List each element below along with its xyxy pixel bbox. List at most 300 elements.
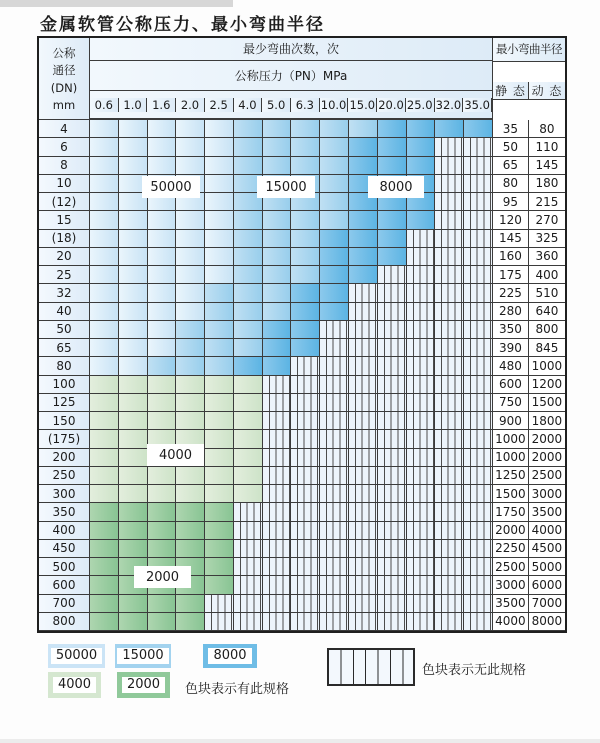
- cycles-4000-cell: [119, 485, 148, 503]
- header-dn-line: 公称: [52, 46, 76, 60]
- dynamic-radius-cell: 1500: [529, 394, 565, 412]
- cycles-4000-cell: [148, 412, 177, 430]
- cycles-15000-cell: [234, 284, 263, 302]
- cycles-15000-cell: [291, 211, 320, 229]
- table-row: [39, 485, 565, 503]
- no-spec-hatched-cell: [234, 540, 263, 558]
- cycles-8000-cell: [349, 211, 378, 229]
- cycles-15000-cell: [291, 230, 320, 248]
- cycles-4000-cell: [90, 412, 119, 430]
- dn-cell: 40: [39, 303, 90, 321]
- no-spec-hatched-cell: [263, 485, 292, 503]
- no-spec-hatched-cell: [464, 449, 493, 467]
- dn-cell: 10: [39, 175, 90, 193]
- static-radius-cell: 1250: [493, 467, 529, 485]
- no-spec-hatched-cell: [435, 230, 464, 248]
- no-spec-hatched-cell: [320, 467, 349, 485]
- no-spec-hatched-cell: [378, 613, 407, 631]
- no-spec-hatched-cell: [320, 576, 349, 594]
- cycles-2000-cell: [176, 595, 205, 613]
- static-radius-cell: 80: [493, 175, 529, 193]
- dn-cell: 125: [39, 394, 90, 412]
- cycles-4000-cell: [119, 394, 148, 412]
- cycles-4000-cell: [205, 430, 234, 448]
- no-spec-hatched-cell: [378, 321, 407, 339]
- no-spec-hatched-cell: [464, 321, 493, 339]
- no-spec-hatched-cell: [464, 485, 493, 503]
- cycles-2000-cell: [90, 613, 119, 631]
- dn-cell: 6: [39, 138, 90, 156]
- table-row: [39, 211, 565, 229]
- cycles-4000-cell: [205, 376, 234, 394]
- cycles-15000-cell: [234, 230, 263, 248]
- no-spec-hatched-cell: [263, 522, 292, 540]
- cycles-15000-cell: [176, 339, 205, 357]
- dn-cell: 25: [39, 266, 90, 284]
- no-spec-hatched-cell: [263, 467, 292, 485]
- spec-table: [37, 36, 567, 633]
- table-row: [39, 595, 565, 613]
- no-spec-hatched-cell: [464, 522, 493, 540]
- dynamic-radius-cell: 215: [529, 193, 565, 211]
- table-row: [39, 449, 565, 467]
- cycles-2000-cell: [205, 522, 234, 540]
- cycles-4000-cell: [119, 376, 148, 394]
- no-spec-hatched-cell: [407, 540, 436, 558]
- cycles-8000-cell: [320, 230, 349, 248]
- cycles-8000-cell: [320, 248, 349, 266]
- no-spec-hatched-cell: [378, 522, 407, 540]
- cycles-15000-cell: [320, 175, 349, 193]
- no-spec-hatched-cell: [435, 138, 464, 156]
- cycles-4000-cell: [234, 467, 263, 485]
- cycles-8000-cell: [378, 138, 407, 156]
- cycles-2000-cell: [90, 540, 119, 558]
- no-spec-hatched-cell: [407, 248, 436, 266]
- table-row: [39, 120, 565, 138]
- cycles-15000-cell: [234, 339, 263, 357]
- no-spec-hatched-cell: [234, 595, 263, 613]
- cycles-2000-cell: [205, 558, 234, 576]
- cycles-2000-cell: [205, 576, 234, 594]
- cycles-50000-cell: [148, 120, 177, 138]
- cycles-50000-cell: [205, 211, 234, 229]
- cycles-15000-cell: [291, 248, 320, 266]
- no-spec-hatched-cell: [435, 576, 464, 594]
- dn-cell: 50: [39, 321, 90, 339]
- cycles-8000-cell: [320, 284, 349, 302]
- cycles-4000-cell: [119, 449, 148, 467]
- cycles-4000-cell: [205, 394, 234, 412]
- cycles-2000-cell: [90, 558, 119, 576]
- table-row: [39, 467, 565, 485]
- cycles-50000-cell: [119, 157, 148, 175]
- no-spec-hatched-cell: [378, 357, 407, 375]
- no-spec-hatched-cell: [464, 138, 493, 156]
- no-spec-hatched-cell: [407, 303, 436, 321]
- no-spec-hatched-cell: [407, 284, 436, 302]
- no-spec-hatched-cell: [320, 357, 349, 375]
- cycles-15000-cell: [205, 321, 234, 339]
- no-spec-hatched-cell: [320, 485, 349, 503]
- cycles-2000-cell: [176, 540, 205, 558]
- cycles-15000-cell: [234, 138, 263, 156]
- dn-cell: 32: [39, 284, 90, 302]
- no-spec-hatched-cell: [378, 503, 407, 521]
- no-spec-hatched-cell: [464, 430, 493, 448]
- cycles-50000-cell: [90, 248, 119, 266]
- no-spec-hatched-cell: [234, 576, 263, 594]
- cycles-2000-cell: [148, 503, 177, 521]
- cycles-2000-cell: [205, 503, 234, 521]
- no-spec-hatched-cell: [407, 430, 436, 448]
- no-spec-hatched-cell: [435, 339, 464, 357]
- static-radius-cell: 120: [493, 211, 529, 229]
- cycles-50000-cell: [176, 230, 205, 248]
- no-spec-hatched-cell: [291, 503, 320, 521]
- header-radius: [493, 38, 565, 120]
- no-spec-hatched-cell: [435, 412, 464, 430]
- no-spec-hatched-cell: [291, 467, 320, 485]
- cycles-50000-cell: [90, 303, 119, 321]
- cycles-50000-cell: [90, 193, 119, 211]
- dynamic-radius-cell: 3000: [529, 485, 565, 503]
- cycles-15000-cell: [320, 193, 349, 211]
- cycles-4000-cell: [205, 485, 234, 503]
- cycles-15000-cell: [320, 138, 349, 156]
- table-row: [39, 230, 565, 248]
- no-spec-hatched-cell: [320, 558, 349, 576]
- no-spec-hatched-cell: [435, 266, 464, 284]
- header-dn-column: [39, 38, 90, 120]
- dynamic-radius-cell: 325: [529, 230, 565, 248]
- cycles-15000-cell: [205, 339, 234, 357]
- no-spec-hatched-cell: [407, 449, 436, 467]
- cycles-8000-cell: [407, 120, 436, 138]
- cycles-8000-cell: [349, 266, 378, 284]
- no-spec-hatched-cell: [349, 376, 378, 394]
- cycles-50000-cell: [205, 138, 234, 156]
- cycles-50000-cell: [90, 138, 119, 156]
- no-spec-hatched-cell: [407, 394, 436, 412]
- cycles-2000-cell: [176, 503, 205, 521]
- no-spec-hatched-cell: [464, 540, 493, 558]
- no-spec-hatched-cell: [464, 284, 493, 302]
- cycles-50000-cell: [148, 211, 177, 229]
- no-spec-hatched-cell: [320, 339, 349, 357]
- table-row: [39, 412, 565, 430]
- dn-cell: 300: [39, 485, 90, 503]
- cycles-8000-cell: [320, 266, 349, 284]
- no-spec-hatched-cell: [234, 503, 263, 521]
- pressure-header-cell: 32.0: [435, 98, 464, 112]
- cycles-15000-cell: [263, 138, 292, 156]
- dynamic-radius-cell: 2000: [529, 449, 565, 467]
- cycles-15000-cell: [176, 321, 205, 339]
- cycles-15000-cell: [263, 248, 292, 266]
- cycles-8000-cell: [291, 321, 320, 339]
- cycles-50000-cell: [205, 157, 234, 175]
- no-spec-hatched-cell: [464, 595, 493, 613]
- no-spec-hatched-cell: [291, 394, 320, 412]
- table-row: [39, 613, 565, 631]
- no-spec-hatched-cell: [349, 412, 378, 430]
- cycles-15000-cell: [205, 284, 234, 302]
- cycles-4000-cell: [90, 376, 119, 394]
- no-spec-hatched-cell: [378, 430, 407, 448]
- cycles-8000-cell: [291, 303, 320, 321]
- header-min-radius: 最小弯曲半径: [493, 38, 565, 62]
- legend-swatch-label: 8000: [208, 648, 251, 664]
- static-radius-cell: 390: [493, 339, 529, 357]
- top-gray-strip: [0, 0, 233, 7]
- table-row: [39, 321, 565, 339]
- cycles-4000-cell: [90, 449, 119, 467]
- cycles-15000-cell: [320, 120, 349, 138]
- cycles-15000-cell: [291, 120, 320, 138]
- no-spec-hatched-cell: [263, 595, 292, 613]
- cycles-15000-cell: [234, 303, 263, 321]
- no-spec-hatched-cell: [291, 540, 320, 558]
- cycles-50000-cell: [119, 230, 148, 248]
- cycles-50000-cell: [119, 303, 148, 321]
- no-spec-hatched-cell: [291, 522, 320, 540]
- cycles-15000-cell: [234, 321, 263, 339]
- static-radius-cell: 1500: [493, 485, 529, 503]
- no-spec-hatched-cell: [320, 540, 349, 558]
- no-spec-hatched-cell: [205, 595, 234, 613]
- no-spec-hatched-cell: [378, 284, 407, 302]
- no-spec-hatched-cell: [435, 175, 464, 193]
- header-dynamic: 动 态: [529, 82, 565, 100]
- no-spec-hatched-cell: [407, 412, 436, 430]
- cycles-4000-cell: [234, 449, 263, 467]
- cycles-50000-cell: [119, 211, 148, 229]
- static-radius-cell: 2250: [493, 540, 529, 558]
- no-spec-hatched-cell: [464, 613, 493, 631]
- dynamic-radius-cell: 8000: [529, 613, 565, 631]
- dn-cell: 8: [39, 157, 90, 175]
- cycles-8000-cell: [407, 211, 436, 229]
- cycles-8000-cell: [320, 303, 349, 321]
- no-spec-hatched-cell: [349, 558, 378, 576]
- table-row: [39, 303, 565, 321]
- legend-swatch-8000: [203, 644, 257, 668]
- cycles-8000-cell: [349, 157, 378, 175]
- dn-cell: (175): [39, 430, 90, 448]
- static-radius-cell: 95: [493, 193, 529, 211]
- dn-cell: 600: [39, 576, 90, 594]
- static-radius-cell: 600: [493, 376, 529, 394]
- no-spec-hatched-cell: [407, 613, 436, 631]
- no-spec-hatched-cell: [349, 321, 378, 339]
- table-header: [39, 38, 565, 120]
- static-radius-cell: 900: [493, 412, 529, 430]
- cycles-8000-cell: [263, 357, 292, 375]
- legend-no-spec-text: 色块表示无此规格: [422, 663, 527, 678]
- cycles-15000-cell: [291, 266, 320, 284]
- pressure-header-cell: 2.5: [205, 98, 234, 112]
- no-spec-hatched-cell: [407, 266, 436, 284]
- table-row: [39, 138, 565, 156]
- cycles-15000-cell: [176, 357, 205, 375]
- pressure-header-cell: 35.0: [463, 98, 492, 112]
- legend-swatch-15000: [115, 644, 171, 668]
- no-spec-hatched-cell: [435, 613, 464, 631]
- no-spec-hatched-cell: [407, 357, 436, 375]
- no-spec-hatched-cell: [378, 576, 407, 594]
- no-spec-hatched-cell: [464, 558, 493, 576]
- cycles-50000-cell: [119, 339, 148, 357]
- table-row: [39, 503, 565, 521]
- no-spec-hatched-cell: [407, 576, 436, 594]
- no-spec-hatched-cell: [349, 613, 378, 631]
- no-spec-hatched-cell: [291, 576, 320, 594]
- cycles-2000-cell: [119, 540, 148, 558]
- cycles-50000-cell: [148, 303, 177, 321]
- no-spec-hatched-cell: [349, 449, 378, 467]
- cycles-15000-cell: [320, 157, 349, 175]
- no-spec-hatched-cell: [464, 394, 493, 412]
- no-spec-hatched-cell: [435, 467, 464, 485]
- legend-hatch-box: [327, 648, 415, 686]
- dynamic-radius-cell: 845: [529, 339, 565, 357]
- no-spec-hatched-cell: [263, 394, 292, 412]
- dn-cell: 700: [39, 595, 90, 613]
- no-spec-hatched-cell: [291, 412, 320, 430]
- table-row: [39, 357, 565, 375]
- no-spec-hatched-cell: [378, 485, 407, 503]
- cycles-15000-cell: [263, 303, 292, 321]
- cycles-15000-cell: [263, 230, 292, 248]
- cycles-2000-cell: [119, 613, 148, 631]
- cycles-4000-cell: [148, 394, 177, 412]
- cycles-2000-cell: [148, 595, 177, 613]
- no-spec-hatched-cell: [464, 193, 493, 211]
- cycles-50000-cell: [119, 248, 148, 266]
- cycles-2000-cell: [90, 576, 119, 594]
- no-spec-hatched-cell: [464, 266, 493, 284]
- dn-cell: 450: [39, 540, 90, 558]
- no-spec-hatched-cell: [407, 503, 436, 521]
- cycles-4000-cell: [90, 394, 119, 412]
- cycles-4000-cell: [119, 467, 148, 485]
- cycles-4000-cell: [148, 467, 177, 485]
- dn-cell: 800: [39, 613, 90, 631]
- cycles-8000-cell: [291, 284, 320, 302]
- cycles-4000-cell: [205, 467, 234, 485]
- static-radius-cell: 350: [493, 321, 529, 339]
- no-spec-hatched-cell: [349, 576, 378, 594]
- cycles-15000-cell: [234, 157, 263, 175]
- table-row: [39, 248, 565, 266]
- no-spec-hatched-cell: [407, 230, 436, 248]
- static-radius-cell: 65: [493, 157, 529, 175]
- cycles-15000-cell: [148, 357, 177, 375]
- no-spec-hatched-cell: [349, 303, 378, 321]
- no-spec-hatched-cell: [378, 412, 407, 430]
- dynamic-radius-cell: 180: [529, 175, 565, 193]
- cycles-50000-cell: [176, 284, 205, 302]
- dn-cell: 400: [39, 522, 90, 540]
- table-row: [39, 284, 565, 302]
- no-spec-hatched-cell: [435, 193, 464, 211]
- no-spec-hatched-cell: [464, 357, 493, 375]
- no-spec-hatched-cell: [464, 503, 493, 521]
- cycles-2000-cell: [119, 522, 148, 540]
- pressure-header-cell: 4.0: [234, 98, 263, 112]
- cycles-4000-cell: [119, 412, 148, 430]
- dynamic-radius-cell: 1800: [529, 412, 565, 430]
- no-spec-hatched-cell: [320, 503, 349, 521]
- legend-swatch-50000: [48, 644, 105, 668]
- cycles-15000-cell: [320, 211, 349, 229]
- header-pressure-values: [90, 91, 492, 119]
- no-spec-hatched-cell: [320, 449, 349, 467]
- no-spec-hatched-cell: [349, 503, 378, 521]
- no-spec-hatched-cell: [464, 412, 493, 430]
- cycles-50000-cell: [205, 266, 234, 284]
- no-spec-hatched-cell: [407, 321, 436, 339]
- static-radius-cell: 35: [493, 120, 529, 138]
- static-radius-cell: 750: [493, 394, 529, 412]
- cycles-8000-cell: [349, 248, 378, 266]
- table-row: [39, 266, 565, 284]
- no-spec-hatched-cell: [320, 321, 349, 339]
- pressure-header-cell: 15.0: [348, 98, 377, 112]
- table-row: [39, 376, 565, 394]
- no-spec-hatched-cell: [407, 595, 436, 613]
- static-radius-cell: 1000: [493, 430, 529, 448]
- no-spec-hatched-cell: [291, 430, 320, 448]
- no-spec-hatched-cell: [407, 376, 436, 394]
- cycles-4000-cell: [176, 467, 205, 485]
- cycles-50000-cell: [176, 211, 205, 229]
- cycles-50000-cell: [119, 266, 148, 284]
- cycles-50000-cell: [90, 339, 119, 357]
- cycles-8000-cell: [378, 211, 407, 229]
- no-spec-hatched-cell: [320, 394, 349, 412]
- zone-label-15000: 15000: [257, 176, 315, 198]
- no-spec-hatched-cell: [435, 376, 464, 394]
- cycles-50000-cell: [176, 157, 205, 175]
- static-radius-cell: 280: [493, 303, 529, 321]
- table-row: [39, 394, 565, 412]
- pressure-header-cell: 5.0: [262, 98, 291, 112]
- no-spec-hatched-cell: [435, 595, 464, 613]
- no-spec-hatched-cell: [234, 613, 263, 631]
- dynamic-radius-cell: 800: [529, 321, 565, 339]
- static-radius-cell: 1750: [493, 503, 529, 521]
- dynamic-radius-cell: 6000: [529, 576, 565, 594]
- static-radius-cell: 3000: [493, 576, 529, 594]
- cycles-4000-cell: [148, 376, 177, 394]
- no-spec-hatched-cell: [349, 430, 378, 448]
- cycles-50000-cell: [90, 175, 119, 193]
- dynamic-radius-cell: 4000: [529, 522, 565, 540]
- dynamic-radius-cell: 510: [529, 284, 565, 302]
- cycles-8000-cell: [234, 357, 263, 375]
- no-spec-hatched-cell: [435, 248, 464, 266]
- cycles-50000-cell: [148, 157, 177, 175]
- cycles-4000-cell: [176, 394, 205, 412]
- cycles-2000-cell: [90, 503, 119, 521]
- dynamic-radius-cell: 4500: [529, 540, 565, 558]
- zone-label-50000: 50000: [142, 176, 200, 198]
- static-radius-cell: 2000: [493, 522, 529, 540]
- cycles-15000-cell: [234, 211, 263, 229]
- cycles-50000-cell: [205, 193, 234, 211]
